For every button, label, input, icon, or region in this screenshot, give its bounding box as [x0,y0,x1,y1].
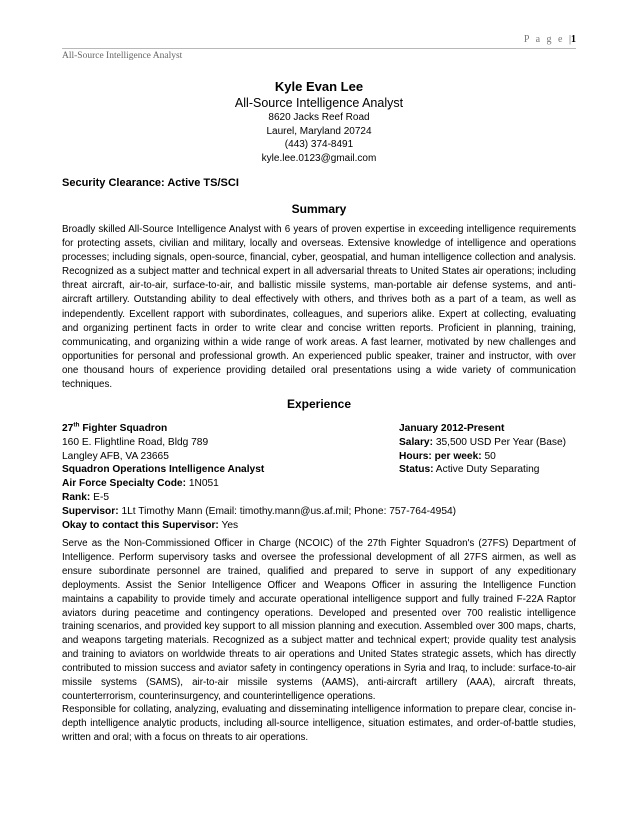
contact-permission: Okay to contact this Supervisor: Yes [62,519,239,531]
experience-paragraph-1: Serve as the Non-Commissioned Officer in Charge (NCOIC) of the 27th Fighter Squadron's (27FS) Department of Intelligence. Perform supervisory tasks and oversee the professional development of all 27FS airmen, as well as ensure subordinate personnel are trained, qualified and prepared to serve in support of any expeditionary deployments. Assist the Senior Intelligence Officer and Weapons Officer in assuring the Intelligence Function maintains a capability to provide timely and accurate operational intelligence support and fully trained F-22A Raptor aviators during peacetime and contingency operations. Developed and presented over 700 realistic intelligence training scenarios, and provided key support to all mission planning and execution. Assembled over 300 maps, charts, and weapons targeting materials. Recognized as a subject matter and technical expert; provide quality test analysis and training to aviators on worldwide threats to air operations and United States strategic assets, which has directly contributed to mission success and aviator safety in contingency operations in Syria and Iraq, to include: surface-to-air missile systems (SAMS), air-to-air missile systems (AAMS), anti-aircraft artillery (AAA), aircraft threats, counterterrorism, counterinsurgency, and counterintelligence operations. [62,538,576,702]
contact-block [0,78,638,165]
page-number-value: 1 [571,34,576,45]
job-dates: January 2012-Present [399,423,505,434]
job-details [62,422,576,532]
rank: Rank: E-5 [62,491,109,503]
summary-text: Broadly skilled All-Source Intelligence Analyst with 6 years of proven expertise in exceeding intelligence requirements for protecting assets, civilian and military, locally and overseas. Extensive knowledge of intelligence and operations processes; including signals, open-source, financial, cyber, geospatial, and human intelligence collection and analysis. Recognized as a subject matter and technical expert in all adversarial threats to United States air operations; including threat aircraft, air-to-air, surface-to-air, and ballistic missile systems, man-portable air defense systems, and anti-aircraft artillery. Outstanding ability to deal effectively with others, and thrives both as a part of a team, as well as independently. Excellent rapport with subordinates, colleagues, and superiors alike. Expert at collecting, evaluating and organizing pertinent facts in order to write clear and concise written reports. Proficient in planning, training, communicating, and organizing within a wide range of work areas. A fast learner, motivated by new challenges and opportunities for personal and professional growth. An experienced public speaker, trainer and instructor, with over one thousand hours of experience providing detailed oral presentations using a wide variety of communication techniques. [62,224,576,391]
phone-number: (443) 374-8491 [284,139,354,150]
unit-city: Langley AFB, VA 23665 [62,450,169,462]
city-address: Laurel, Maryland 20724 [266,125,372,137]
street-address: 8620 Jacks Reef Road [268,112,370,123]
salary: Salary: 35,500 USD Per Year (Base) [399,436,567,448]
page-separator: | [568,34,571,45]
email-address: kyle.lee.0123@gmail.com [261,152,377,164]
candidate-name: Kyle Evan Lee [274,79,364,94]
hours: Hours: per week: 50 [399,450,496,462]
running-header: All-Source Intelligence Analyst [62,51,183,61]
summary-heading: Summary [291,202,347,216]
position-title: Squadron Operations Intelligence Analyst [62,464,265,476]
experience-heading: Experience [286,397,352,411]
supervisor: Supervisor: 1Lt Timothy Mann (Email: timothy.mann@us.af.mil; Phone: 757-764-4954) [62,505,457,517]
afsc: Air Force Specialty Code: 1N051 [62,478,219,490]
experience-paragraph-2: Responsible for collating, analyzing, evaluating and disseminating intelligence information to prepare clear, concise in-depth intelligence analytic products, including all-source intelligence, situation estimates, and order-of-battle studies, written and oral; with a focus on threats to air operations. [62,704,576,743]
header-divider [62,48,576,49]
security-clearance: Security Clearance: Active TS/SCI [62,177,239,189]
unit-address: 160 E. Flightline Road, Bldg 789 [62,436,209,448]
page-word: P a g e [523,34,565,45]
candidate-title: All-Source Intelligence Analyst [234,96,404,110]
page-number [524,34,576,45]
status: Status: Active Duty Separating [399,464,540,476]
unit-name: 27th Fighter Squadron [62,421,168,434]
